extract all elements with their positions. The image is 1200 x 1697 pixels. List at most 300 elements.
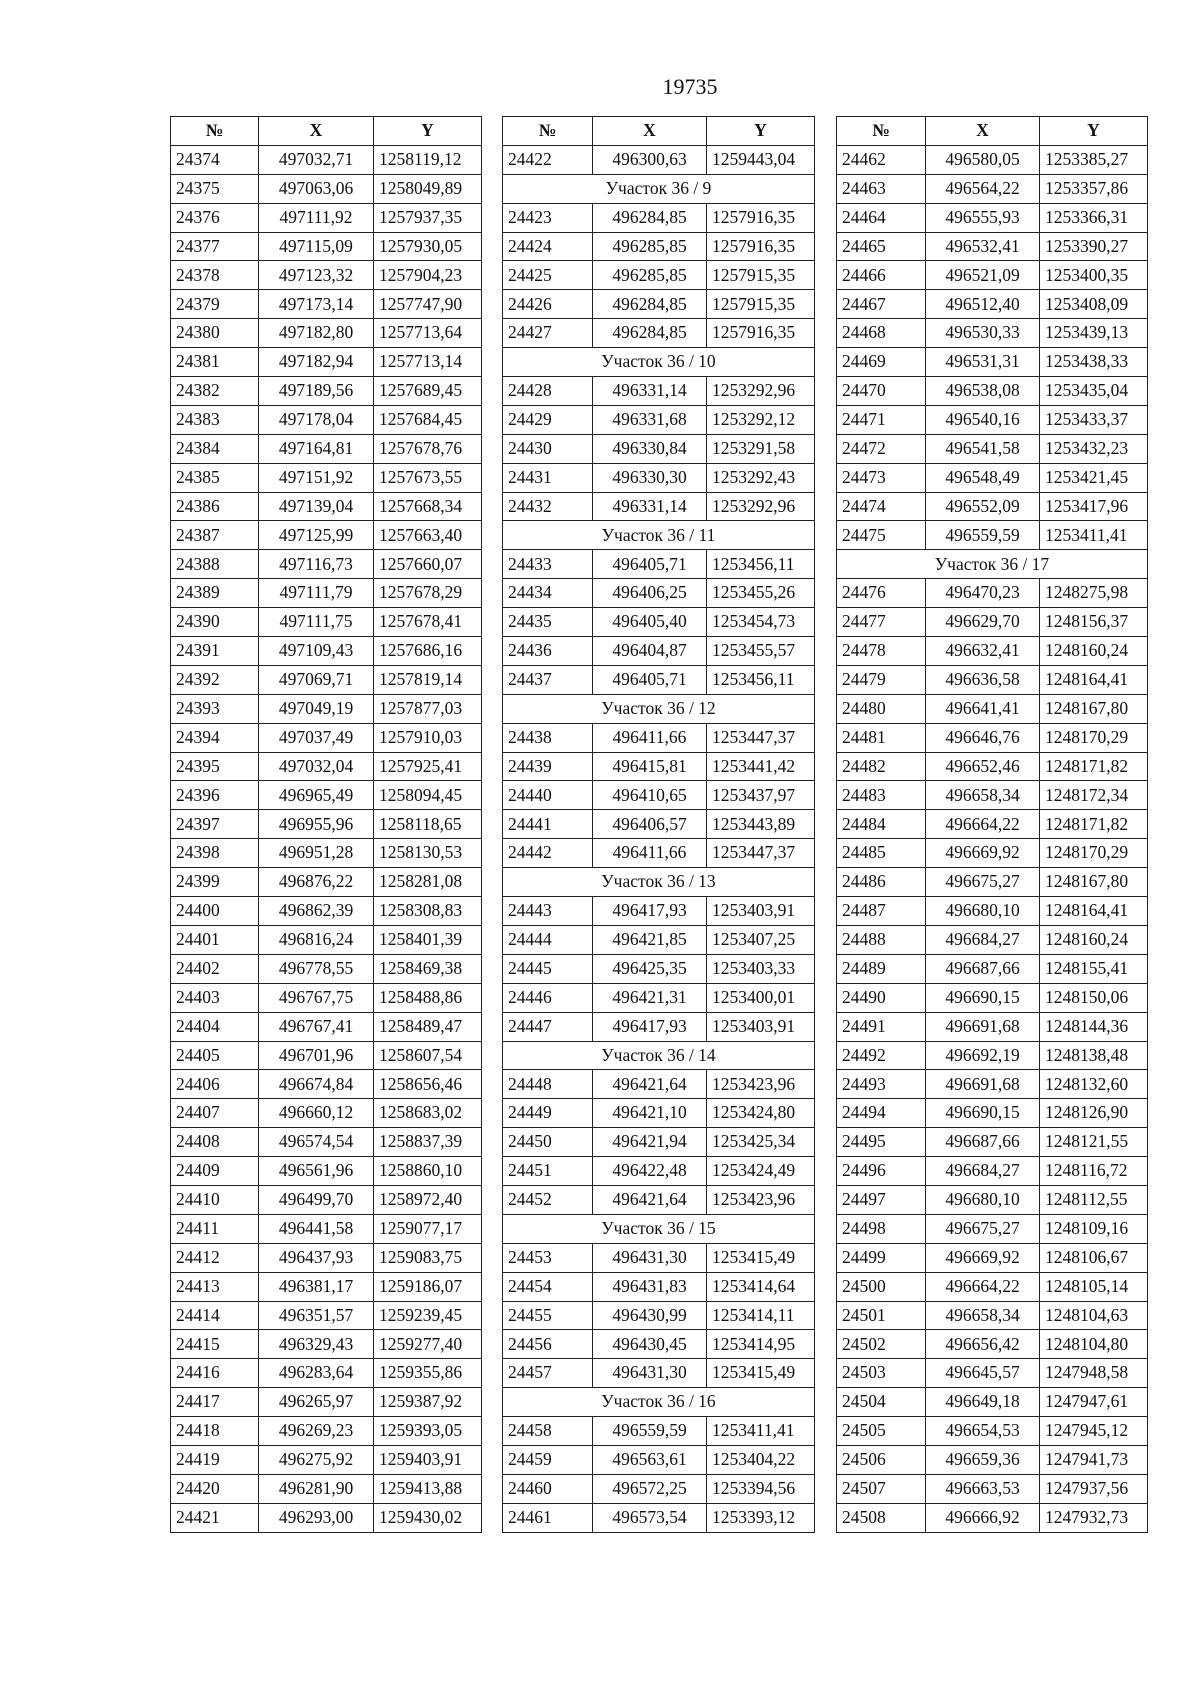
point-number: 24500	[837, 1272, 926, 1301]
x-coordinate: 496410,65	[593, 781, 707, 810]
point-number: 24386	[171, 492, 259, 521]
section-title: Участок 36 / 17	[837, 550, 1148, 579]
x-coordinate: 496411,66	[593, 839, 707, 868]
y-coordinate: 1253454,73	[707, 608, 815, 637]
point-number: 24438	[503, 723, 593, 752]
point-number: 24392	[171, 665, 259, 694]
x-coordinate: 496300,63	[593, 145, 707, 174]
table-row	[837, 637, 1148, 666]
x-coordinate: 496521,09	[926, 261, 1040, 290]
point-number: 24479	[837, 665, 926, 694]
point-number: 24420	[171, 1474, 259, 1503]
x-coordinate: 496563,61	[593, 1445, 707, 1474]
y-coordinate: 1257915,35	[707, 290, 815, 319]
x-coordinate: 496331,14	[593, 377, 707, 406]
table-row	[171, 1041, 482, 1070]
point-number: 24472	[837, 434, 926, 463]
x-coordinate: 496421,10	[593, 1099, 707, 1128]
x-coordinate: 496965,49	[259, 781, 374, 810]
x-coordinate: 496684,27	[926, 1157, 1040, 1186]
point-number: 24436	[503, 637, 593, 666]
table-row	[503, 1099, 815, 1128]
point-number: 24456	[503, 1330, 593, 1359]
x-coordinate: 496659,36	[926, 1445, 1040, 1474]
y-coordinate: 1253447,37	[707, 839, 815, 868]
x-coordinate: 496684,27	[926, 925, 1040, 954]
table-row	[837, 1214, 1148, 1243]
point-number: 24427	[503, 319, 593, 348]
x-coordinate: 496552,09	[926, 492, 1040, 521]
y-coordinate: 1259186,07	[374, 1272, 482, 1301]
table-row	[171, 261, 482, 290]
header-x: X	[259, 117, 374, 146]
table-header-row	[171, 117, 482, 146]
point-number: 24380	[171, 319, 259, 348]
point-number: 24391	[171, 637, 259, 666]
x-coordinate: 496283,64	[259, 1359, 374, 1388]
table-row	[171, 925, 482, 954]
y-coordinate: 1253415,49	[707, 1359, 815, 1388]
x-coordinate: 496499,70	[259, 1185, 374, 1214]
y-coordinate: 1253400,35	[1040, 261, 1148, 290]
y-coordinate: 1253455,26	[707, 579, 815, 608]
point-number: 24374	[171, 145, 259, 174]
x-coordinate: 496351,57	[259, 1301, 374, 1330]
table-row	[503, 579, 815, 608]
point-number: 24384	[171, 434, 259, 463]
point-number: 24434	[503, 579, 593, 608]
y-coordinate: 1253292,43	[707, 463, 815, 492]
point-number: 24467	[837, 290, 926, 319]
y-coordinate: 1257910,03	[374, 723, 482, 752]
x-coordinate: 496629,70	[926, 608, 1040, 637]
y-coordinate: 1253414,11	[707, 1301, 815, 1330]
y-coordinate: 1257819,14	[374, 665, 482, 694]
y-coordinate: 1253357,86	[1040, 174, 1148, 203]
table-row	[503, 1128, 815, 1157]
point-number: 24425	[503, 261, 593, 290]
point-number: 24435	[503, 608, 593, 637]
x-coordinate: 496284,85	[593, 319, 707, 348]
header-x: X	[926, 117, 1040, 146]
y-coordinate: 1248126,90	[1040, 1099, 1148, 1128]
table-row	[837, 1445, 1148, 1474]
y-coordinate: 1253423,96	[707, 1070, 815, 1099]
table-row	[171, 1012, 482, 1041]
x-coordinate: 496687,66	[926, 954, 1040, 983]
y-coordinate: 1253403,91	[707, 1012, 815, 1041]
y-coordinate: 1248109,16	[1040, 1214, 1148, 1243]
x-coordinate: 497182,80	[259, 319, 374, 348]
point-number: 24489	[837, 954, 926, 983]
point-number: 24466	[837, 261, 926, 290]
y-coordinate: 1258130,53	[374, 839, 482, 868]
point-number: 24379	[171, 290, 259, 319]
table-row	[171, 1417, 482, 1446]
point-number: 24455	[503, 1301, 593, 1330]
y-coordinate: 1258837,39	[374, 1128, 482, 1157]
y-coordinate: 1258607,54	[374, 1041, 482, 1070]
table-row	[503, 723, 815, 752]
y-coordinate: 1253423,96	[707, 1185, 815, 1214]
header-y: Y	[1040, 117, 1148, 146]
point-number: 24502	[837, 1330, 926, 1359]
x-coordinate: 496329,43	[259, 1330, 374, 1359]
point-number: 24458	[503, 1417, 593, 1446]
x-coordinate: 496555,93	[926, 203, 1040, 232]
table-row	[503, 1157, 815, 1186]
table-row	[171, 405, 482, 434]
table-row	[171, 608, 482, 637]
point-number: 24442	[503, 839, 593, 868]
y-coordinate: 1253438,33	[1040, 348, 1148, 377]
x-coordinate: 496573,54	[593, 1503, 707, 1532]
y-coordinate: 1253424,80	[707, 1099, 815, 1128]
point-number: 24495	[837, 1128, 926, 1157]
point-number: 24377	[171, 232, 259, 261]
point-number: 24447	[503, 1012, 593, 1041]
table-row	[171, 897, 482, 926]
y-coordinate: 1258489,47	[374, 1012, 482, 1041]
x-coordinate: 496675,27	[926, 868, 1040, 897]
table-row	[503, 608, 815, 637]
coordinates-table-1	[170, 116, 482, 1533]
x-coordinate: 496293,00	[259, 1503, 374, 1532]
table-row	[171, 1301, 482, 1330]
table-row	[503, 1474, 815, 1503]
x-coordinate: 496691,68	[926, 1012, 1040, 1041]
table-row	[837, 1041, 1148, 1070]
point-number: 24411	[171, 1214, 259, 1243]
point-number: 24416	[171, 1359, 259, 1388]
x-coordinate: 497111,75	[259, 608, 374, 637]
y-coordinate: 1259393,05	[374, 1417, 482, 1446]
x-coordinate: 496690,15	[926, 1099, 1040, 1128]
y-coordinate: 1258118,65	[374, 810, 482, 839]
x-coordinate: 496675,27	[926, 1214, 1040, 1243]
y-coordinate: 1248170,29	[1040, 839, 1148, 868]
table-row	[171, 290, 482, 319]
x-coordinate: 497037,49	[259, 723, 374, 752]
y-coordinate: 1248164,41	[1040, 897, 1148, 926]
point-number: 24403	[171, 983, 259, 1012]
x-coordinate: 496381,17	[259, 1272, 374, 1301]
point-number: 24419	[171, 1445, 259, 1474]
x-coordinate: 496285,85	[593, 261, 707, 290]
header-y: Y	[374, 117, 482, 146]
y-coordinate: 1253455,57	[707, 637, 815, 666]
point-number: 24424	[503, 232, 593, 261]
x-coordinate: 496636,58	[926, 665, 1040, 694]
table-row	[503, 1243, 815, 1272]
x-coordinate: 496470,23	[926, 579, 1040, 608]
table-row	[837, 492, 1148, 521]
point-number: 24462	[837, 145, 926, 174]
y-coordinate: 1253439,13	[1040, 319, 1148, 348]
y-coordinate: 1257916,35	[707, 232, 815, 261]
y-coordinate: 1258049,89	[374, 174, 482, 203]
x-coordinate: 496406,57	[593, 810, 707, 839]
y-coordinate: 1257877,03	[374, 694, 482, 723]
table-row	[837, 405, 1148, 434]
y-coordinate: 1253385,27	[1040, 145, 1148, 174]
y-coordinate: 1248144,36	[1040, 1012, 1148, 1041]
table-row	[837, 377, 1148, 406]
point-number: 24385	[171, 463, 259, 492]
x-coordinate: 496417,93	[593, 897, 707, 926]
table-row	[171, 723, 482, 752]
x-coordinate: 497063,06	[259, 174, 374, 203]
y-coordinate: 1248132,60	[1040, 1070, 1148, 1099]
point-number: 24446	[503, 983, 593, 1012]
x-coordinate: 496664,22	[926, 1272, 1040, 1301]
x-coordinate: 496691,68	[926, 1070, 1040, 1099]
point-number: 24441	[503, 810, 593, 839]
table-row	[837, 1359, 1148, 1388]
y-coordinate: 1248106,67	[1040, 1243, 1148, 1272]
y-coordinate: 1253441,42	[707, 752, 815, 781]
x-coordinate: 496530,33	[926, 319, 1040, 348]
point-number: 24409	[171, 1157, 259, 1186]
x-coordinate: 496330,30	[593, 463, 707, 492]
point-number: 24492	[837, 1041, 926, 1070]
point-number: 24493	[837, 1070, 926, 1099]
x-coordinate: 497189,56	[259, 377, 374, 406]
y-coordinate: 1247945,12	[1040, 1417, 1148, 1446]
section-row	[503, 521, 815, 550]
x-coordinate: 496417,93	[593, 1012, 707, 1041]
table-row	[837, 290, 1148, 319]
x-coordinate: 497111,92	[259, 203, 374, 232]
y-coordinate: 1257663,40	[374, 521, 482, 550]
y-coordinate: 1248160,24	[1040, 925, 1148, 954]
table-row	[837, 1301, 1148, 1330]
x-coordinate: 497116,73	[259, 550, 374, 579]
table-row	[171, 810, 482, 839]
point-number: 24494	[837, 1099, 926, 1128]
table-row	[171, 521, 482, 550]
table-row	[503, 319, 815, 348]
table-row	[837, 174, 1148, 203]
point-number: 24426	[503, 290, 593, 319]
table-row	[837, 1330, 1148, 1359]
x-coordinate: 496540,16	[926, 405, 1040, 434]
point-number: 24433	[503, 550, 593, 579]
point-number: 24378	[171, 261, 259, 290]
y-coordinate: 1258308,83	[374, 897, 482, 926]
point-number: 24429	[503, 405, 593, 434]
y-coordinate: 1253291,58	[707, 434, 815, 463]
x-coordinate: 496275,92	[259, 1445, 374, 1474]
x-coordinate: 496425,35	[593, 954, 707, 983]
y-coordinate: 1253421,45	[1040, 463, 1148, 492]
point-number: 24507	[837, 1474, 926, 1503]
section-title: Участок 36 / 16	[503, 1388, 815, 1417]
table-row	[837, 1243, 1148, 1272]
table-row	[171, 694, 482, 723]
x-coordinate: 496646,76	[926, 723, 1040, 752]
x-coordinate: 496430,99	[593, 1301, 707, 1330]
table-row	[171, 1157, 482, 1186]
point-number: 24399	[171, 868, 259, 897]
table-row	[171, 377, 482, 406]
header-x: X	[593, 117, 707, 146]
table-row	[837, 1272, 1148, 1301]
point-number: 24445	[503, 954, 593, 983]
table-row	[171, 492, 482, 521]
y-coordinate: 1258281,08	[374, 868, 482, 897]
x-coordinate: 496422,48	[593, 1157, 707, 1186]
x-coordinate: 496669,92	[926, 839, 1040, 868]
x-coordinate: 497069,71	[259, 665, 374, 694]
table-row	[171, 781, 482, 810]
section-row	[503, 348, 815, 377]
table-row	[837, 1417, 1148, 1446]
table-row	[837, 752, 1148, 781]
x-coordinate: 496955,96	[259, 810, 374, 839]
table-row	[171, 1243, 482, 1272]
y-coordinate: 1253425,34	[707, 1128, 815, 1157]
y-coordinate: 1248112,55	[1040, 1185, 1148, 1214]
point-number: 24497	[837, 1185, 926, 1214]
table-row	[171, 983, 482, 1012]
point-number: 24413	[171, 1272, 259, 1301]
point-number: 24503	[837, 1359, 926, 1388]
table-row	[171, 348, 482, 377]
y-coordinate: 1258972,40	[374, 1185, 482, 1214]
x-coordinate: 497032,04	[259, 752, 374, 781]
table-row	[503, 983, 815, 1012]
table-row	[171, 1330, 482, 1359]
point-number: 24477	[837, 608, 926, 637]
y-coordinate: 1258860,10	[374, 1157, 482, 1186]
point-number: 24418	[171, 1417, 259, 1446]
table-row	[837, 1503, 1148, 1532]
x-coordinate: 496421,85	[593, 925, 707, 954]
table-row	[503, 1359, 815, 1388]
point-number: 24504	[837, 1388, 926, 1417]
y-coordinate: 1257660,07	[374, 550, 482, 579]
x-coordinate: 496421,64	[593, 1185, 707, 1214]
x-coordinate: 496512,40	[926, 290, 1040, 319]
section-row	[503, 1214, 815, 1243]
table-row	[503, 1301, 815, 1330]
table-row	[503, 925, 815, 954]
y-coordinate: 1259355,86	[374, 1359, 482, 1388]
y-coordinate: 1253390,27	[1040, 232, 1148, 261]
x-coordinate: 496532,41	[926, 232, 1040, 261]
y-coordinate: 1259277,40	[374, 1330, 482, 1359]
point-number: 24410	[171, 1185, 259, 1214]
point-number: 24387	[171, 521, 259, 550]
table-row	[837, 810, 1148, 839]
point-number: 24430	[503, 434, 593, 463]
y-coordinate: 1257678,29	[374, 579, 482, 608]
table-row	[171, 665, 482, 694]
y-coordinate: 1248164,41	[1040, 665, 1148, 694]
x-coordinate: 496538,08	[926, 377, 1040, 406]
table-row	[837, 1070, 1148, 1099]
y-coordinate: 1253417,96	[1040, 492, 1148, 521]
section-title: Участок 36 / 13	[503, 868, 815, 897]
y-coordinate: 1248167,80	[1040, 868, 1148, 897]
table-row	[503, 434, 815, 463]
x-coordinate: 496415,81	[593, 752, 707, 781]
y-coordinate: 1253403,33	[707, 954, 815, 983]
x-coordinate: 496680,10	[926, 1185, 1040, 1214]
point-number: 24397	[171, 810, 259, 839]
x-coordinate: 496531,31	[926, 348, 1040, 377]
x-coordinate: 496641,41	[926, 694, 1040, 723]
table-row	[837, 348, 1148, 377]
y-coordinate: 1253432,23	[1040, 434, 1148, 463]
point-number: 24431	[503, 463, 593, 492]
table-row	[837, 521, 1148, 550]
y-coordinate: 1253424,49	[707, 1157, 815, 1186]
table-row	[837, 232, 1148, 261]
header-number: №	[503, 117, 593, 146]
x-coordinate: 496580,05	[926, 145, 1040, 174]
table-row	[503, 1417, 815, 1446]
point-number: 24506	[837, 1445, 926, 1474]
table-row	[503, 954, 815, 983]
y-coordinate: 1259413,88	[374, 1474, 482, 1503]
y-coordinate: 1253292,12	[707, 405, 815, 434]
y-coordinate: 1257668,34	[374, 492, 482, 521]
x-coordinate: 496767,41	[259, 1012, 374, 1041]
table-row	[837, 319, 1148, 348]
point-number: 24485	[837, 839, 926, 868]
point-number: 24405	[171, 1041, 259, 1070]
y-coordinate: 1253407,25	[707, 925, 815, 954]
x-coordinate: 496437,93	[259, 1243, 374, 1272]
y-coordinate: 1247947,61	[1040, 1388, 1148, 1417]
x-coordinate: 496649,18	[926, 1388, 1040, 1417]
x-coordinate: 496674,84	[259, 1070, 374, 1099]
x-coordinate: 496431,30	[593, 1243, 707, 1272]
x-coordinate: 496660,12	[259, 1099, 374, 1128]
x-coordinate: 496281,90	[259, 1474, 374, 1503]
table-row	[503, 492, 815, 521]
table-row	[837, 839, 1148, 868]
table-row	[171, 463, 482, 492]
point-number: 24389	[171, 579, 259, 608]
y-coordinate: 1258683,02	[374, 1099, 482, 1128]
y-coordinate: 1258119,12	[374, 145, 482, 174]
table-row	[837, 434, 1148, 463]
y-coordinate: 1259083,75	[374, 1243, 482, 1272]
x-coordinate: 496405,40	[593, 608, 707, 637]
table-row	[837, 694, 1148, 723]
x-coordinate: 497049,19	[259, 694, 374, 723]
x-coordinate: 497111,79	[259, 579, 374, 608]
y-coordinate: 1257915,35	[707, 261, 815, 290]
x-coordinate: 496561,96	[259, 1157, 374, 1186]
table-row	[171, 637, 482, 666]
table-row	[503, 290, 815, 319]
y-coordinate: 1248116,72	[1040, 1157, 1148, 1186]
y-coordinate: 1257678,41	[374, 608, 482, 637]
y-coordinate: 1253433,37	[1040, 405, 1148, 434]
section-title: Участок 36 / 10	[503, 348, 815, 377]
point-number: 24480	[837, 694, 926, 723]
y-coordinate: 1253404,22	[707, 1445, 815, 1474]
point-number: 24453	[503, 1243, 593, 1272]
point-number: 24451	[503, 1157, 593, 1186]
point-number: 24476	[837, 579, 926, 608]
point-number: 24395	[171, 752, 259, 781]
point-number: 24460	[503, 1474, 593, 1503]
